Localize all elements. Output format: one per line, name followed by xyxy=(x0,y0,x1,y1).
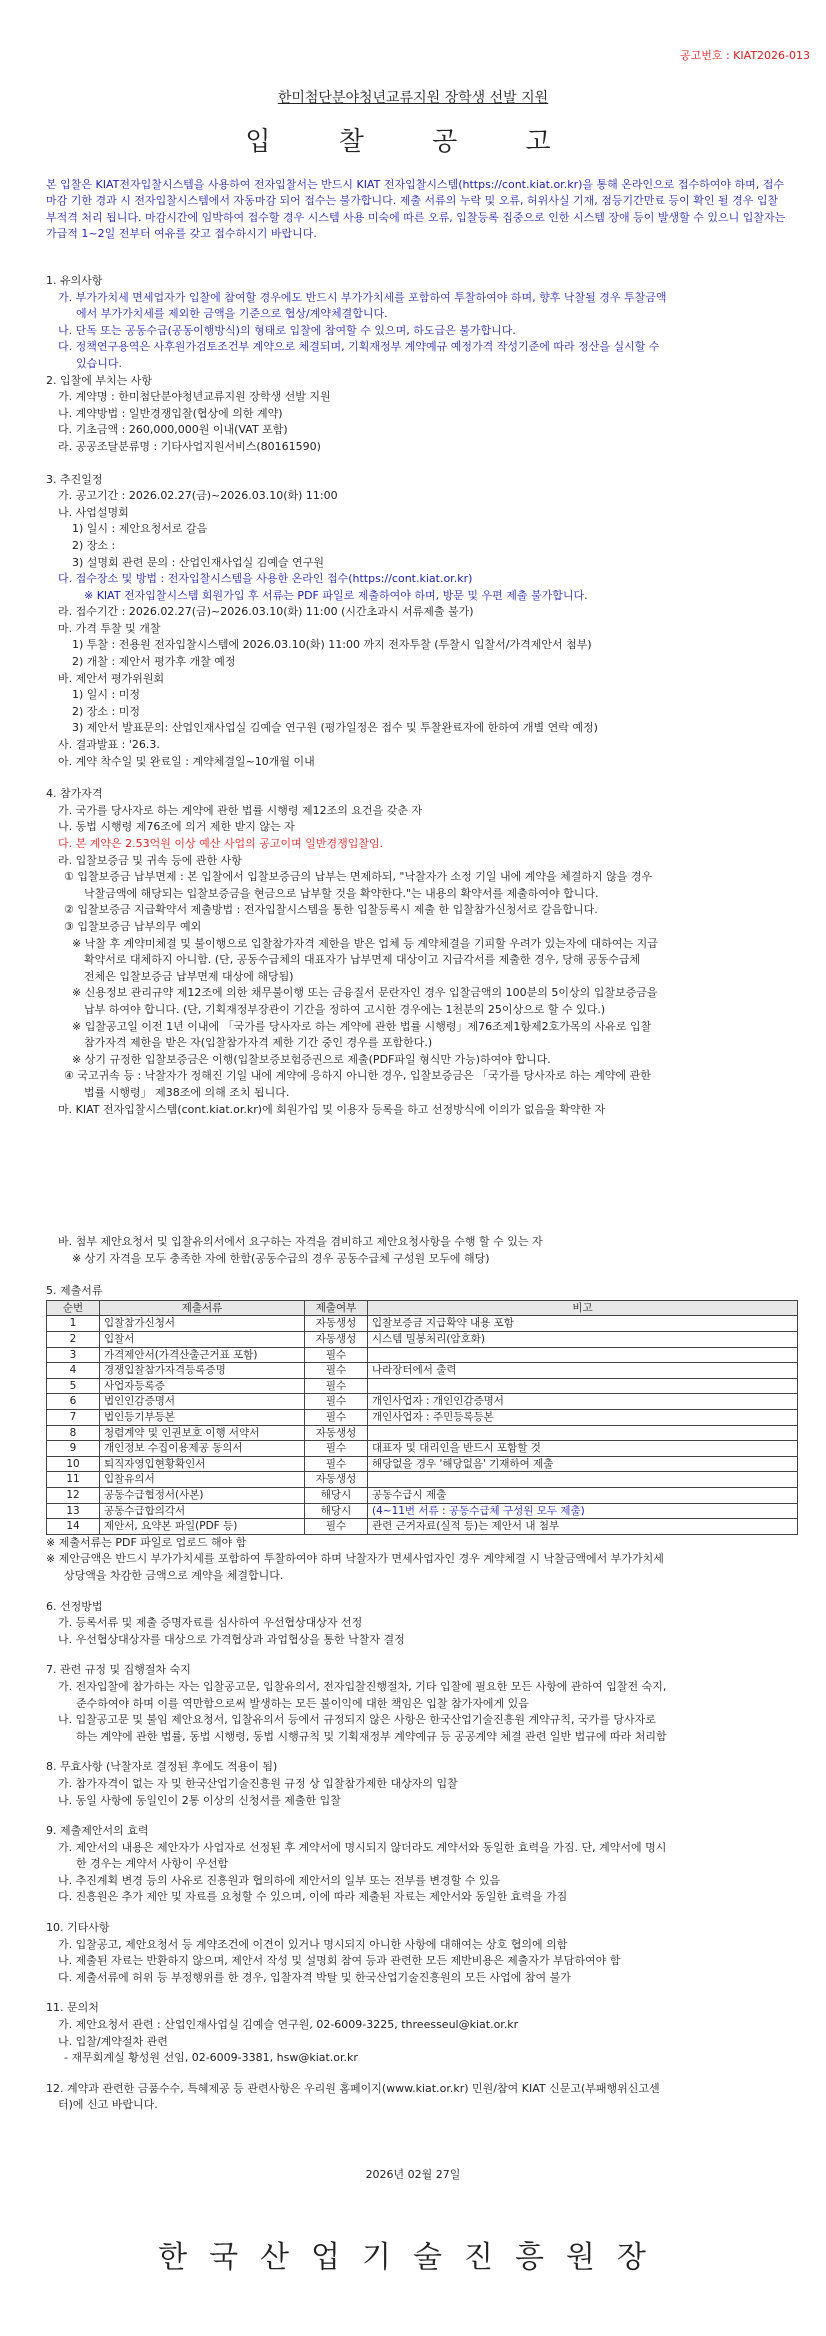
deposit-item: ① 입찰보증금 납부면제 : 본 입찰에서 입찰보증금의 납부는 면제하되, "낙찰자가 소정 기일 내에 계약을 체결하지 않을 경우 xyxy=(64,870,653,884)
section-schedule xyxy=(46,472,792,771)
schedule-item: 마. 가격 투찰 및 개찰 xyxy=(58,621,161,635)
submission-type: 자동생성 xyxy=(305,1425,368,1441)
submission-type: 필수 xyxy=(305,1519,368,1535)
submission-type: 필수 xyxy=(305,1410,368,1426)
section-heading: 7. 관련 규정 및 집행절차 숙지 xyxy=(46,1663,191,1677)
row-number: 5 xyxy=(47,1378,100,1394)
section-heading: 6. 선정방법 xyxy=(46,1599,103,1613)
regulation-item: 가. 전자입찰에 참가하는 자는 입찰공고문, 입찰유의서, 전자입찰진행절차, 기타 입찰에 필요한 모든 사항에 관하여 입찰전 숙지, xyxy=(58,1679,667,1693)
document-name: 경쟁입찰참가자격등록증명 xyxy=(100,1363,305,1379)
section-heading: 9. 제출제안서의 효력 xyxy=(46,1824,149,1838)
caution-item-cont: 있습니다. xyxy=(76,356,123,370)
row-number: 9 xyxy=(47,1441,100,1457)
row-number: 10 xyxy=(47,1456,100,1472)
effect-item: 다. 진흥원은 추가 제안 및 자료를 요청할 수 있으며, 이에 따라 제출된 자료는 제안서와 동일한 효력을 가짐 xyxy=(58,1890,568,1904)
document-name: 퇴직자영입현황확인서 xyxy=(100,1456,305,1472)
deposit-item: ④ 국고귀속 등 : 낙찰자가 정해진 기일 내에 계약에 응하지 아니한 경우, 입찰보증금은 「국가를 당사자로 하는 계약에 관한 xyxy=(64,1069,651,1083)
document-name: 법인등기부등본 xyxy=(100,1410,305,1426)
document-name: 입찰유의서 xyxy=(100,1472,305,1488)
column-header: 순번 xyxy=(47,1300,100,1316)
regulation-item-cont: 하는 계약에 관한 법률, 동법 시행령, 동법 시행규칙 및 기획재정부 계약예규 등 공공계약 체결 관련 일반 법규에 따라 처리함 xyxy=(76,1729,667,1743)
contact-item: 나. 입찰/계약절차 관련 xyxy=(58,2034,168,2048)
section-bid-items xyxy=(46,373,792,456)
table-row xyxy=(47,1503,798,1519)
schedule-subitem: 3) 제안서 발표문의: 산업인재사업실 김예슬 연구원 (평가일정은 접수 및 투찰완료자에 한하여 개별 연락 예정) xyxy=(72,721,598,735)
section-contacts xyxy=(46,2000,792,2066)
regulation-item-cont: 준수하여야 하며 이를 역만함으로써 발생하는 모든 불이익에 대한 책임은 입찰 참가자에게 있음 xyxy=(76,1696,529,1710)
deposit-item: ② 입찰보증금 지급확약서 제출방법 : 전자입찰시스템을 통한 입찰등록시 제출 한 입찰참가신청서로 갈음합니다. xyxy=(64,903,598,917)
submission-type: 필수 xyxy=(305,1378,368,1394)
deposit-note-cont: 납부 하여야 합니다. (단, 기획재정부장관이 기간을 정하여 고시한 경우에는 1천분의 25이상으로 할 수 있다.) xyxy=(84,1002,606,1016)
submission-type: 자동생성 xyxy=(305,1332,368,1348)
section-misc xyxy=(46,1920,792,1986)
remark: 개인사업자 : 주민등록등본 xyxy=(368,1410,798,1426)
section-selection xyxy=(46,1599,792,1649)
section-heading: 12. 계약과 관련한 금품수수, 특혜제공 등 관련사항은 우리원 홈페이지(www.kiat.or.kr) 민원/참여 KIAT 신문고(부패행위신고센 xyxy=(46,2081,660,2095)
deposit-item: ③ 입찰보증금 납부의무 예외 xyxy=(64,919,202,933)
remark xyxy=(368,1347,798,1363)
schedule-item: 사. 결과발표 : '26.3. xyxy=(58,738,160,752)
row-number: 1 xyxy=(47,1316,100,1332)
section-heading: 2. 입찰에 부치는 사항 xyxy=(46,373,152,387)
deposit-item-cont: 낙찰금액에 해당되는 입찰보증금을 현금으로 납부할 것을 확약한다."는 내용의 확약서를 제출하여야 합니다. xyxy=(84,886,599,900)
remark: 공동수급시 제출 xyxy=(368,1488,798,1504)
document-name: 공동수급협정서(사본) xyxy=(100,1488,305,1504)
table-row xyxy=(47,1378,798,1394)
submission-type: 필수 xyxy=(305,1363,368,1379)
section-invalidity xyxy=(46,1759,792,1809)
eligibility-item: 다. 본 계약은 2.53억원 이상 예산 사업의 공고이며 일반경쟁입찰임. xyxy=(58,837,384,850)
misc-item: 나. 제출된 자료는 반환하지 않으며, 제안서 작성 및 설명회 참여 등과 관련한 모든 제반비용은 제출자가 부담하여야 함 xyxy=(58,1954,621,1968)
section-cautions xyxy=(46,273,792,373)
remark: 개인사업자 : 개인인감증명서 xyxy=(368,1394,798,1410)
effect-item: 나. 추진계획 변경 등의 사유로 진흥원과 협의하에 제안서의 일부 또는 전부를 변경할 수 있음 xyxy=(58,1873,501,1887)
notice-title: 한미첨단분야청년교류지원 장학생 선발 지원 xyxy=(277,90,549,106)
invalidity-item: 나. 동일 사항에 동일인이 2통 이상의 신청서를 제출한 입찰 xyxy=(58,1793,341,1807)
section-regulations xyxy=(46,1662,792,1745)
submission-type: 필수 xyxy=(305,1456,368,1472)
row-number: 3 xyxy=(47,1347,100,1363)
schedule-item: 라. 접수기간 : 2026.02.27(금)~2026.03.10(화) 11:00 (시간초과시 서류제출 불가) xyxy=(58,605,474,619)
row-number: 8 xyxy=(47,1425,100,1441)
bid-item: 가. 계약명 : 한미첨단분야청년교류지원 장학생 선발 지원 xyxy=(58,390,331,404)
documents-note: ※ 제출서류는 PDF 파일로 업로드 해야 함 xyxy=(46,1535,247,1549)
submission-type: 필수 xyxy=(305,1347,368,1363)
section-heading-cont: 터)에 신고 바랍니다. xyxy=(58,2098,158,2112)
document-name: 개인정보 수집이용제공 동의서 xyxy=(100,1441,305,1457)
schedule-subitem: 2) 개찰 : 제안서 평가후 개찰 예정 xyxy=(72,655,236,669)
contact-subitem: - 재무회계실 황성원 선임, 02-6009-3381, hsw@kiat.or.kr xyxy=(64,2051,358,2065)
issuer-signature: 한국산업기술진흥원장 xyxy=(158,2240,668,2275)
table-header-row xyxy=(47,1300,798,1316)
document-name: 입찰서 xyxy=(100,1332,305,1348)
misc-item: 가. 입찰공고, 제안요청서 등 계약조건에 이견이 있거나 명시되지 아니한 사항에 대해여는 상호 협의에 의함 xyxy=(58,1937,568,1951)
notice-date: 2026년 02월 27일 xyxy=(365,2168,461,2181)
deposit-item-cont: 법률 시행령」 제38조에 의해 조치 됩니다. xyxy=(84,1085,290,1099)
schedule-item: 바. 제안서 평가위원회 xyxy=(58,671,165,685)
table-row xyxy=(47,1456,798,1472)
remark: 해당없을 경우 '해당없음' 기재하여 제출 xyxy=(368,1456,798,1472)
row-number: 13 xyxy=(47,1503,100,1519)
row-number: 6 xyxy=(47,1394,100,1410)
contact-item: 가. 제안요청서 관련 : 산업인재사업실 김예슬 연구원, 02-6009-3225, threesseul@kiat.or.kr xyxy=(58,2018,519,2032)
invalidity-item: 가. 참가자격이 없는 자 및 한국산업기술진흥원 규정 상 입찰참가제한 대상자의 입찰 xyxy=(58,1776,458,1790)
misc-item: 다. 제출서류에 허위 등 부정행위를 한 경우, 입찰자격 박탈 및 한국산업기술진흥원의 모든 사업에 참여 불가 xyxy=(58,1970,571,1984)
deposit-note: ※ 입찰공고일 이전 1년 이내에 「국가를 당사자로 하는 계약에 관한 법률 시행령」제76조제1항제2호가목의 사유로 입찰 xyxy=(72,1019,652,1033)
schedule-note: ※ KIAT 전자입찰시스템 회원가입 후 서류는 PDF 파일로 제출하여야 하며, 방문 및 우편 제출 불가합니다. xyxy=(84,588,588,602)
table-row xyxy=(47,1519,798,1535)
remark: 관련 근거자료(실적 등)는 제안서 내 첨부 xyxy=(368,1519,798,1535)
column-header: 제출서류 xyxy=(100,1300,305,1316)
deposit-note-cont: 전체은 입찰보증금 납부면제 대상에 해당됨) xyxy=(84,969,294,983)
submission-type: 필수 xyxy=(305,1441,368,1457)
submission-type: 자동생성 xyxy=(305,1472,368,1488)
remark: 시스템 밀봉처리(암호화) xyxy=(368,1332,798,1348)
submission-type: 필수 xyxy=(305,1394,368,1410)
eligibility-note: ※ 상기 자격을 모두 충족한 자에 한함(공동수급의 경우 공동수급체 구성원 모두에 해당) xyxy=(72,1251,490,1265)
table-row xyxy=(47,1441,798,1457)
eligibility-item: 마. KIAT 전자입찰시스템(cont.kiat.or.kr)에 회원가입 및 이용자 등록을 하고 선정방식에 이의가 없음을 확약한 자 xyxy=(58,1102,606,1116)
submission-type: 자동생성 xyxy=(305,1316,368,1332)
section-heading: 8. 무효사항 (낙찰자로 결정된 후에도 적용이 됨) xyxy=(46,1760,278,1774)
caution-item: 나. 단독 또는 공동수급(공동이행방식)의 형태로 입찰에 참여할 수 있으며, 하도급은 불가합니다. xyxy=(58,323,516,337)
table-row xyxy=(47,1316,798,1332)
document-name: 청렴계약 및 인권보호 이행 서약서 xyxy=(100,1425,305,1441)
caution-item: 가. 부가가치세 면세업자가 입찰에 참여할 경우에도 반드시 부가가치세를 포함하여 투찰하여야 하며, 향후 낙찰될 경우 투찰금액 xyxy=(58,290,667,304)
section-documents xyxy=(46,1283,792,1584)
deposit-note-cont: 확약서로 대체하지 아니함. (단, 공동수급체의 대표자가 납부면제 대상이고 지급각서를 제출한 경우, 당해 공동수급체 xyxy=(84,953,641,967)
documents-table-body xyxy=(47,1316,798,1534)
submission-type: 해당시 xyxy=(305,1503,368,1519)
column-header: 비고 xyxy=(368,1300,798,1316)
deposit-note: ※ 상기 규정한 입찰보증금은 이행(입찰보증보험증권으로 제출(PDF파일 형식만 가능)하여야 합니다. xyxy=(72,1052,551,1066)
documents-note: ※ 제안금액은 반드시 부가가치세를 포함하여 투찰하여야 하며 낙찰자가 면세사업자인 경우 계약체결 시 낙찰금액에서 부가가치세 xyxy=(46,1552,664,1566)
remark xyxy=(368,1378,798,1394)
section-heading: 4. 참가자격 xyxy=(46,787,103,801)
eligibility-item: 나. 동법 시행령 제76조에 의거 제한 받지 않는 자 xyxy=(58,820,295,834)
caution-item: 다. 정책연구용역은 사후원가검토조건부 계약으로 체결되며, 기획재정부 계약예규 예정가격 작성기준에 따라 정산을 실시할 수 xyxy=(58,340,660,354)
table-row xyxy=(47,1332,798,1348)
notice-heading: 입 찰 공 고 xyxy=(245,127,581,157)
deposit-note: ※ 신용정보 관리규약 제12조에 의한 채무불이행 또는 금융질서 문란자인 경우 입찰금액의 100분의 5이상의 입찰보증금을 xyxy=(72,986,658,1000)
intro-paragraph: 본 입찰은 KIAT전자입찰시스템을 사용하여 전자입찰서는 반드시 KIAT 전자입찰시스템(https://cont.kiat.or.kr)을 통해 온라인으로 접수하여야 하며, 접수마감 기한 경과 시 전자입찰시스템에서 자동마감 되어 접수는 불가합니다. 제출 서류의 누락 및 오류, 허위사실 기재, 점등기간만료 등이 확인 될 경우 입찰 부적격 처리 됩니다. 마감시간에 임박하여 접수할 경우 시스템 사용 미숙에 따른 오류, 입찰등록 집중으로 인한 시스템 장애 등이 발생할 수 있으니 입찰자는 가급적 1~2일 전부터 여유를 갖고 접수하시기 바랍니다. xyxy=(46,178,786,240)
deposit-note: ※ 낙찰 후 계약미체결 및 불이행으로 입찰참가자격 제한을 받은 업체 등 계약체결을 기피할 우려가 있는자에 대하여는 지급 xyxy=(72,936,658,950)
remark: 입찰보증금 지급확약 내용 포함 xyxy=(368,1316,798,1332)
schedule-item: 아. 계약 착수일 및 완료일 : 계약체결일~10개월 이내 xyxy=(58,754,315,768)
documents-note-cont: 상당액을 차감한 금액으로 계약을 체결합니다. xyxy=(64,1568,284,1582)
remark: (4~11번 서류 : 공동수급체 구성원 모두 제출) xyxy=(368,1503,798,1519)
schedule-item: 다. 접수장소 및 방법 : 전자입찰시스템을 사용한 온라인 접수(https://cont.kiat.or.kr) xyxy=(58,572,473,586)
documents-table xyxy=(46,1300,798,1535)
bid-item: 다. 기초금액 : 260,000,000원 이내(VAT 포함) xyxy=(58,423,288,437)
bid-item: 나. 계약방법 : 일반경쟁입찰(협상에 의한 계약) xyxy=(58,406,283,420)
schedule-subitem: 1) 일시 : 제안요청서로 갈음 xyxy=(72,522,208,536)
deposit-note-cont: 참가자격 제한을 받은 자(입찰참가자격 제한 기간 중인 경우를 포함한다.) xyxy=(84,1036,433,1050)
table-row xyxy=(47,1425,798,1441)
row-number: 12 xyxy=(47,1488,100,1504)
remark: 나라장터에서 출력 xyxy=(368,1363,798,1379)
schedule-subitem: 1) 투찰 : 전용원 전자입찰시스템에 2026.03.10(화) 11:00 까지 전자투찰 (투찰시 입찰서/가격제안서 첨부) xyxy=(72,638,592,652)
schedule-subitem: 2) 장소 : 미정 xyxy=(72,704,140,718)
eligibility-item: 바. 첨부 제안요청서 및 입찰유의서에서 요구하는 자격을 겸비하고 제안요청사항을 수행 할 수 있는 자 xyxy=(58,1235,543,1249)
notice-number: 공고번호 : KIAT2026-013 xyxy=(679,49,810,62)
section-heading: 3. 추진일정 xyxy=(46,472,103,486)
section-heading: 1. 유의사항 xyxy=(46,274,103,287)
table-row xyxy=(47,1410,798,1426)
row-number: 2 xyxy=(47,1332,100,1348)
column-header: 제출여부 xyxy=(305,1300,368,1316)
section-proposal-effect xyxy=(46,1823,792,1906)
schedule-item: 나. 사업설명회 xyxy=(58,505,129,519)
section-report xyxy=(46,2081,792,2114)
document-name: 사업자등록증 xyxy=(100,1378,305,1394)
schedule-subitem: 1) 일시 : 미정 xyxy=(72,688,140,702)
document-name: 공동수급합의각서 xyxy=(100,1503,305,1519)
document-name: 법인인감증명서 xyxy=(100,1394,305,1410)
caution-item-cont: 에서 부가가치세를 제외한 금액을 기준으로 협상/계약체결합니다. xyxy=(76,307,388,321)
effect-item-cont: 한 경우는 계약서 사항이 우선함 xyxy=(76,1857,229,1871)
effect-item: 가. 제안서의 내용은 제안자가 사업자로 선정된 후 계약서에 명시되지 않더라도 계약서와 동일한 효력을 가짐. 단, 계약서에 명시 xyxy=(58,1840,667,1854)
table-row xyxy=(47,1488,798,1504)
section-heading: 11. 문의처 xyxy=(46,2001,99,2015)
schedule-item: 가. 공고기간 : 2026.02.27(금)~2026.03.10(화) 11:00 xyxy=(58,489,338,503)
remark xyxy=(368,1425,798,1441)
schedule-subitem: 2) 장소 : xyxy=(72,538,116,552)
regulation-item: 나. 입찰공고문 및 불임 제안요청서, 입찰유의서 등에서 규정되지 않은 사항은 한국산업기술진흥원 계약규칙, 국가를 당사자로 xyxy=(58,1713,656,1727)
row-number: 14 xyxy=(47,1519,100,1535)
document-name: 입찰참가신청서 xyxy=(100,1316,305,1332)
table-row xyxy=(47,1472,798,1488)
section-heading: 10. 기타사항 xyxy=(46,1921,110,1935)
row-number: 4 xyxy=(47,1363,100,1379)
table-row xyxy=(47,1394,798,1410)
submission-type: 해당시 xyxy=(305,1488,368,1504)
document-name: 제안서, 요약본 파일(PDF 등) xyxy=(100,1519,305,1535)
remark: 대표자 및 대리인을 반드시 포함할 것 xyxy=(368,1441,798,1457)
notice-body xyxy=(46,273,792,2114)
selection-item: 가. 등록서류 및 제출 증명자료를 심사하여 우선협상대상자 선정 xyxy=(58,1616,363,1630)
table-row xyxy=(47,1363,798,1379)
section-heading: 5. 제출서류 xyxy=(46,1284,103,1298)
selection-item: 나. 우선협상대상자를 대상으로 가격협상과 과업협상을 통한 낙찰자 결정 xyxy=(58,1632,405,1646)
row-number: 11 xyxy=(47,1472,100,1488)
document-name: 가격제안서(가격산출근거표 포함) xyxy=(100,1347,305,1363)
eligibility-item: 가. 국가를 당사자로 하는 계약에 관한 법률 시행령 제12조의 요건을 갖춘 자 xyxy=(58,803,423,817)
section-eligibility xyxy=(46,786,792,1267)
remark xyxy=(368,1472,798,1488)
schedule-subitem: 3) 설명회 관련 문의 : 산업인재사업실 김예슬 연구원 xyxy=(72,555,324,569)
bid-item: 라. 공공조달분류명 : 기타사업지원서비스(80161590) xyxy=(58,439,321,453)
table-row xyxy=(47,1347,798,1363)
eligibility-item: 라. 입찰보증금 및 귀속 등에 관한 사항 xyxy=(58,853,242,867)
row-number: 7 xyxy=(47,1410,100,1426)
